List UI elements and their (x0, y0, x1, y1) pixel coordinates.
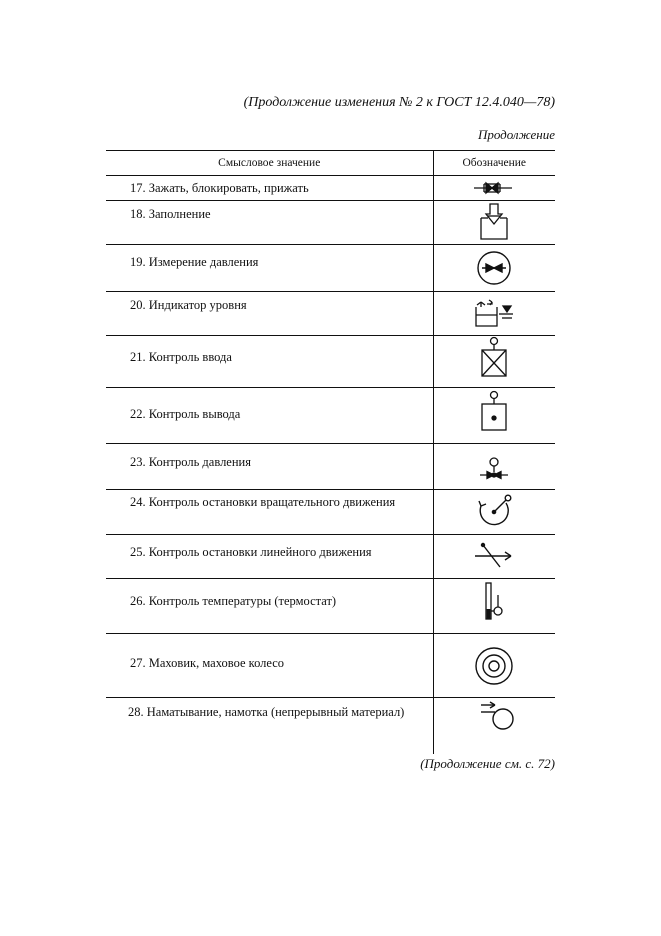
row-label: 27. Маховик, маховое колесо (130, 656, 285, 670)
table-row (106, 579, 555, 634)
column-header-meaning: Смысловое значение (106, 151, 433, 176)
row-label: 24. Контроль остановки вращательного движения (130, 495, 396, 509)
document-header: (Продолжение изменения № 2 к ГОСТ 12.4.040—78) (243, 95, 555, 110)
fill-icon (474, 201, 514, 243)
winding-icon (469, 698, 519, 738)
table-row (106, 535, 555, 579)
row-label: 20. Индикатор уровня (130, 298, 247, 312)
input-control-icon (476, 336, 512, 380)
table-row (106, 388, 555, 444)
continuation-label: Продолжение (477, 127, 555, 142)
table-row (106, 444, 555, 490)
row-label: 19. Измерение давления (130, 255, 259, 269)
table-row (106, 698, 555, 754)
column-header-symbol: Обозначение (433, 151, 555, 176)
pressure-control-icon (472, 444, 516, 488)
continuation-footer: (Продолжение см. с. 72) (420, 756, 555, 771)
table-row (106, 292, 555, 336)
row-label: 17. Зажать, блокировать, прижать (130, 181, 309, 195)
symbols-table (106, 150, 555, 754)
flywheel-icon (470, 634, 518, 696)
thermostat-icon (474, 579, 514, 629)
row-label: 28. Наматывание, намотка (непрерывный материал) (128, 705, 405, 719)
row-label: 25. Контроль остановки линейного движения (130, 545, 372, 559)
table-row (106, 336, 555, 388)
table-header-row (106, 151, 555, 176)
table-row (106, 245, 555, 292)
pressure-measure-icon (472, 245, 516, 289)
row-label: 18. Заполнение (130, 207, 211, 221)
row-label: 21. Контроль ввода (130, 350, 232, 364)
row-label: 23. Контроль давления (130, 455, 251, 469)
linear-stop-control-icon (469, 535, 519, 575)
rotation-stop-control-icon (472, 490, 516, 534)
row-label: 26. Контроль температуры (термостат) (130, 594, 337, 608)
table-row (106, 176, 555, 201)
clamp-icon (464, 176, 524, 200)
table-row (106, 490, 555, 535)
table-row (106, 634, 555, 698)
table-row (106, 201, 555, 245)
output-control-icon (476, 388, 512, 434)
row-label: 22. Контроль вывода (130, 407, 241, 421)
level-indicator-icon (469, 292, 519, 332)
